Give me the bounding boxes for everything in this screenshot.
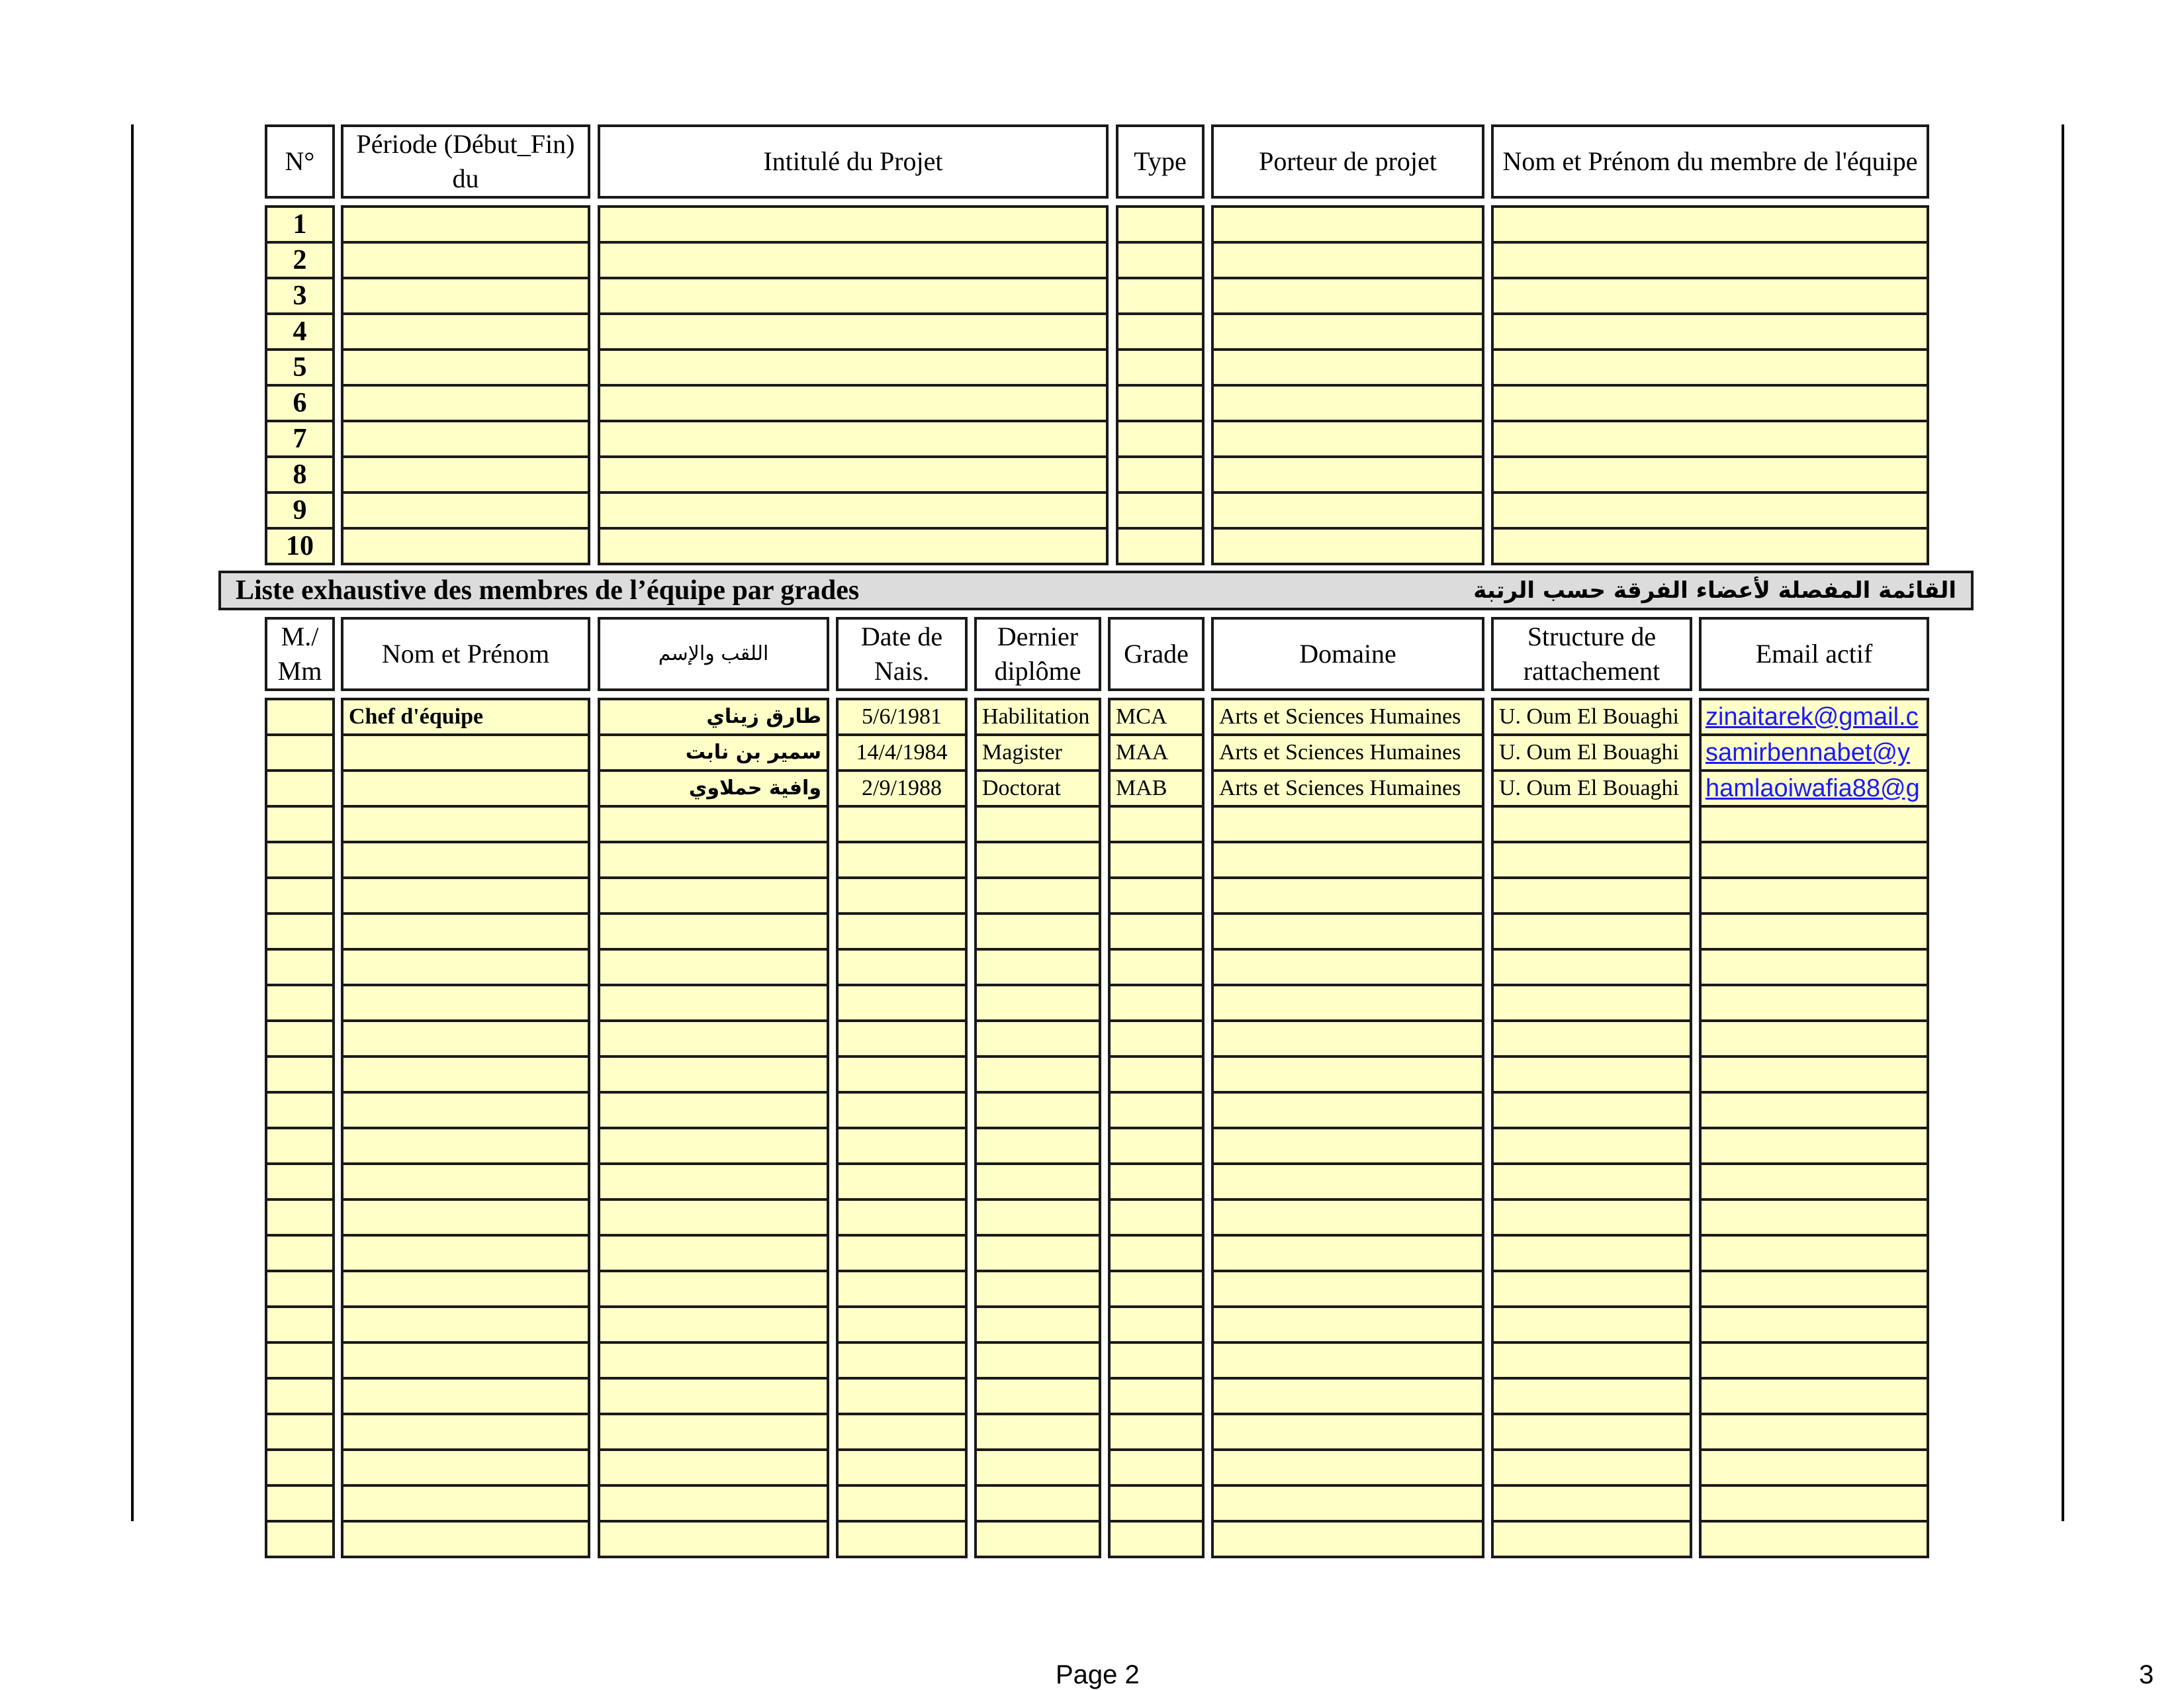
member-email-cell[interactable] <box>1699 912 1929 951</box>
member-email-cell[interactable] <box>1699 1198 1929 1237</box>
member-nom-cell[interactable] <box>341 1162 590 1201</box>
header-type: Type <box>1116 124 1205 199</box>
member-structure-cell[interactable]: U. Oum El Bouaghi <box>1491 769 1692 808</box>
member-grade-cell[interactable] <box>1108 805 1205 843</box>
member-date-cell[interactable] <box>836 1448 968 1487</box>
member-nom-cell[interactable] <box>341 948 590 986</box>
project-cell-intitule[interactable] <box>598 348 1109 387</box>
project-cell-periode[interactable] <box>341 384 590 422</box>
team-members-banner <box>218 571 1974 610</box>
project-cell-porteur[interactable] <box>1211 205 1484 244</box>
member-email-cell[interactable] <box>1699 1520 1929 1558</box>
member-email-cell[interactable] <box>1699 984 1929 1022</box>
member-email-cell[interactable] <box>1699 1484 1929 1523</box>
member-grade-cell[interactable] <box>1108 1484 1205 1523</box>
member-domaine-cell[interactable] <box>1211 1520 1484 1558</box>
project-cell-periode[interactable] <box>341 455 590 494</box>
member-nom-cell[interactable] <box>341 1305 590 1344</box>
member-nom-cell[interactable] <box>341 1413 590 1451</box>
member-civ-cell[interactable] <box>265 1162 335 1201</box>
member-structure-cell[interactable] <box>1491 948 1692 986</box>
project-cell-intitule[interactable] <box>598 312 1109 351</box>
row-number: 6 <box>265 384 335 422</box>
member-email-link[interactable]: zinaitarek@gmail.c <box>1699 698 1929 736</box>
header-grade: Grade <box>1108 617 1205 691</box>
row-number: 10 <box>265 527 335 565</box>
member-nom-cell[interactable] <box>341 1234 590 1272</box>
member-domaine-cell[interactable] <box>1211 1448 1484 1487</box>
header-porteur: Porteur de projet <box>1211 124 1484 199</box>
member-nom-cell[interactable] <box>341 1448 590 1487</box>
project-cell-periode[interactable] <box>341 420 590 458</box>
member-grade-cell[interactable] <box>1108 1019 1205 1058</box>
member-structure-cell[interactable] <box>1491 841 1692 879</box>
project-cell-porteur[interactable] <box>1211 455 1484 494</box>
member-nom_ar-cell[interactable] <box>598 1091 829 1129</box>
member-grade-cell[interactable] <box>1108 1377 1205 1415</box>
member-email-cell[interactable] <box>1699 1234 1929 1272</box>
member-diplome-cell[interactable]: Magister <box>974 733 1101 772</box>
member-date-cell[interactable] <box>836 948 968 986</box>
member-date-cell[interactable] <box>836 1019 968 1058</box>
header-nom_ar: اللقب والإسم <box>598 617 829 691</box>
banner-title-ar: القائمة المفصلة لأعضاء الفرقة حسب الرتبة <box>1473 577 1956 604</box>
header-diplome: Dernier diplôme <box>974 617 1101 691</box>
member-civ-cell[interactable] <box>265 841 335 879</box>
project-cell-porteur[interactable] <box>1211 348 1484 387</box>
member-email-cell[interactable] <box>1699 1448 1929 1487</box>
member-grade-cell[interactable] <box>1108 912 1205 951</box>
member-structure-cell[interactable] <box>1491 1377 1692 1415</box>
project-cell-membre[interactable] <box>1491 205 1929 244</box>
member-date-cell[interactable] <box>836 912 968 951</box>
member-grade-cell[interactable] <box>1108 1448 1205 1487</box>
member-domaine-cell[interactable] <box>1211 1377 1484 1415</box>
member-date-cell[interactable] <box>836 1234 968 1272</box>
project-cell-intitule[interactable] <box>598 420 1109 458</box>
project-cell-intitule[interactable] <box>598 277 1109 315</box>
member-nom-cell[interactable] <box>341 1055 590 1094</box>
member-date-cell[interactable] <box>836 1377 968 1415</box>
member-nom_ar-cell[interactable] <box>598 1413 829 1451</box>
member-email-cell[interactable] <box>1699 805 1929 843</box>
row-number: 4 <box>265 312 335 351</box>
member-date-cell[interactable] <box>836 1091 968 1129</box>
member-nom-cell[interactable] <box>341 841 590 879</box>
project-cell-porteur[interactable] <box>1211 241 1484 279</box>
header-civ: M./ Mm <box>265 617 335 691</box>
left-margin-line <box>131 124 134 1521</box>
member-domaine-cell[interactable] <box>1211 1484 1484 1523</box>
member-structure-cell[interactable] <box>1491 984 1692 1022</box>
member-grade-cell[interactable] <box>1108 1162 1205 1201</box>
member-civ-cell[interactable] <box>265 1341 335 1380</box>
project-cell-type[interactable] <box>1116 241 1205 279</box>
member-domaine-cell[interactable] <box>1211 1341 1484 1380</box>
member-diplome-cell[interactable]: Doctorat <box>974 769 1101 808</box>
member-structure-cell[interactable] <box>1491 1520 1692 1558</box>
header-structure: Structure de rattachement <box>1491 617 1692 691</box>
member-grade-cell[interactable] <box>1108 1198 1205 1237</box>
member-diplome-cell[interactable] <box>974 1198 1101 1237</box>
member-diplome-cell[interactable] <box>974 1305 1101 1344</box>
member-nom_ar-cell[interactable] <box>598 1448 829 1487</box>
member-diplome-cell[interactable] <box>974 948 1101 986</box>
member-civ-cell[interactable] <box>265 1198 335 1237</box>
row-number: 5 <box>265 348 335 387</box>
member-grade-cell[interactable] <box>1108 1127 1205 1165</box>
member-date-cell[interactable] <box>836 1198 968 1237</box>
project-cell-type[interactable] <box>1116 312 1205 351</box>
member-civ-cell[interactable] <box>265 805 335 843</box>
member-date-cell[interactable] <box>836 1341 968 1380</box>
member-structure-cell[interactable] <box>1491 1448 1692 1487</box>
member-email-cell[interactable] <box>1699 948 1929 986</box>
member-email-cell[interactable] <box>1699 1091 1929 1129</box>
project-cell-type[interactable] <box>1116 527 1205 565</box>
project-cell-intitule[interactable] <box>598 491 1109 530</box>
member-structure-cell[interactable] <box>1491 1127 1692 1165</box>
member-nom_ar-cell[interactable] <box>598 876 829 915</box>
member-date-cell[interactable] <box>836 1270 968 1308</box>
project-cell-porteur[interactable] <box>1211 491 1484 530</box>
member-nom-cell[interactable] <box>341 1520 590 1558</box>
member-grade-cell[interactable] <box>1108 1055 1205 1094</box>
member-domaine-cell[interactable] <box>1211 841 1484 879</box>
row-number: 2 <box>265 241 335 279</box>
member-civ-cell[interactable] <box>265 1091 335 1129</box>
project-cell-periode[interactable] <box>341 491 590 530</box>
member-nom-cell[interactable] <box>341 1484 590 1523</box>
member-diplome-cell[interactable] <box>974 1270 1101 1308</box>
page-label: Page 2 <box>1056 1660 1140 1689</box>
member-domaine-cell[interactable] <box>1211 984 1484 1022</box>
member-nom-cell[interactable] <box>341 805 590 843</box>
member-structure-cell[interactable] <box>1491 912 1692 951</box>
row-number: 8 <box>265 455 335 494</box>
project-cell-type[interactable] <box>1116 491 1205 530</box>
project-cell-membre[interactable] <box>1491 241 1929 279</box>
member-domaine-cell[interactable] <box>1211 805 1484 843</box>
member-structure-cell[interactable] <box>1491 1484 1692 1523</box>
row-number: 1 <box>265 205 335 244</box>
member-civ-cell[interactable] <box>265 1448 335 1487</box>
project-cell-membre[interactable] <box>1491 491 1929 530</box>
page-number: 3 <box>2139 1660 2154 1689</box>
member-structure-cell[interactable] <box>1491 1091 1692 1129</box>
project-cell-periode[interactable] <box>341 312 590 351</box>
member-civ-cell[interactable] <box>265 912 335 951</box>
member-domaine-cell[interactable] <box>1211 1019 1484 1058</box>
member-grade-cell[interactable]: MCA <box>1108 698 1205 736</box>
member-email-cell[interactable] <box>1699 1270 1929 1308</box>
project-cell-periode[interactable] <box>341 348 590 387</box>
member-civ-cell[interactable] <box>265 1019 335 1058</box>
header-intitule: Intitulé du Projet <box>598 124 1109 199</box>
project-cell-porteur[interactable] <box>1211 527 1484 565</box>
member-nom-cell[interactable] <box>341 1127 590 1165</box>
project-cell-periode[interactable] <box>341 241 590 279</box>
member-nom-cell[interactable] <box>341 1270 590 1308</box>
member-domaine-cell[interactable] <box>1211 1413 1484 1451</box>
member-civ-cell[interactable] <box>265 1305 335 1344</box>
member-domaine-cell[interactable]: Arts et Sciences Humaines <box>1211 733 1484 772</box>
project-cell-porteur[interactable] <box>1211 384 1484 422</box>
member-date-cell[interactable] <box>836 1055 968 1094</box>
project-cell-type[interactable] <box>1116 420 1205 458</box>
member-domaine-cell[interactable] <box>1211 1162 1484 1201</box>
member-nom_ar-cell[interactable] <box>598 805 829 843</box>
header-date: Date de Nais. <box>836 617 968 691</box>
member-civ-cell[interactable] <box>265 876 335 915</box>
member-grade-cell[interactable] <box>1108 1091 1205 1129</box>
member-domaine-cell[interactable] <box>1211 1127 1484 1165</box>
member-domaine-cell[interactable] <box>1211 948 1484 986</box>
member-domaine-cell[interactable] <box>1211 1055 1484 1094</box>
member-diplome-cell[interactable] <box>974 876 1101 915</box>
header-email: Email actif <box>1699 617 1929 691</box>
member-nom_ar-cell[interactable] <box>598 1341 829 1380</box>
member-email-link[interactable]: samirbennabet@y <box>1699 733 1929 772</box>
member-grade-cell[interactable] <box>1108 1270 1205 1308</box>
member-email-cell[interactable] <box>1699 1162 1929 1201</box>
header-periode: Période (Début_Fin) du <box>341 124 590 199</box>
member-email-cell[interactable] <box>1699 1341 1929 1380</box>
project-cell-type[interactable] <box>1116 205 1205 244</box>
member-grade-cell[interactable] <box>1108 1520 1205 1558</box>
member-structure-cell[interactable] <box>1491 1234 1692 1272</box>
member-grade-cell[interactable]: MAB <box>1108 769 1205 808</box>
member-nom_ar-cell[interactable] <box>598 912 829 951</box>
member-date-cell[interactable]: 14/4/1984 <box>836 733 968 772</box>
member-civ-cell[interactable] <box>265 984 335 1022</box>
project-cell-periode[interactable] <box>341 277 590 315</box>
member-date-cell[interactable] <box>836 876 968 915</box>
project-cell-intitule[interactable] <box>598 527 1109 565</box>
project-cell-intitule[interactable] <box>598 455 1109 494</box>
member-nom-cell[interactable] <box>341 1198 590 1237</box>
member-diplome-cell[interactable] <box>974 1448 1101 1487</box>
member-civ-cell[interactable] <box>265 1055 335 1094</box>
member-civ-cell[interactable] <box>265 1270 335 1308</box>
member-nom_ar-cell[interactable] <box>598 1162 829 1201</box>
member-date-cell[interactable] <box>836 1305 968 1344</box>
member-civ-cell[interactable] <box>265 1413 335 1451</box>
member-email-cell[interactable] <box>1699 876 1929 915</box>
member-diplome-cell[interactable] <box>974 1413 1101 1451</box>
project-cell-type[interactable] <box>1116 348 1205 387</box>
member-civ-cell[interactable] <box>265 1127 335 1165</box>
member-nom-cell[interactable] <box>341 1091 590 1129</box>
member-diplome-cell[interactable] <box>974 1055 1101 1094</box>
member-grade-cell[interactable] <box>1108 1341 1205 1380</box>
member-domaine-cell[interactable] <box>1211 1091 1484 1129</box>
member-diplome-cell[interactable] <box>974 1377 1101 1415</box>
member-civ-cell[interactable] <box>265 1377 335 1415</box>
project-cell-membre[interactable] <box>1491 312 1929 351</box>
member-structure-cell[interactable] <box>1491 1055 1692 1094</box>
member-domaine-cell[interactable] <box>1211 1198 1484 1237</box>
member-diplome-cell[interactable] <box>974 1341 1101 1380</box>
member-grade-cell[interactable]: MAA <box>1108 733 1205 772</box>
member-civ-cell[interactable] <box>265 1234 335 1272</box>
member-nom_ar-cell[interactable] <box>598 1484 829 1523</box>
member-civ-cell[interactable] <box>265 698 335 736</box>
member-diplome-cell[interactable] <box>974 1520 1101 1558</box>
member-diplome-cell[interactable] <box>974 1234 1101 1272</box>
member-nom_ar-cell[interactable]: سمير بن نابت <box>598 733 829 772</box>
member-date-cell[interactable] <box>836 984 968 1022</box>
member-structure-cell[interactable] <box>1491 805 1692 843</box>
member-nom_ar-cell[interactable] <box>598 1270 829 1308</box>
member-nom-cell[interactable] <box>341 876 590 915</box>
member-civ-cell[interactable] <box>265 733 335 772</box>
member-nom-cell[interactable] <box>341 1019 590 1058</box>
member-nom_ar-cell[interactable] <box>598 948 829 986</box>
member-date-cell[interactable] <box>836 1520 968 1558</box>
member-date-cell[interactable] <box>836 1484 968 1523</box>
member-email-cell[interactable] <box>1699 1377 1929 1415</box>
member-domaine-cell[interactable] <box>1211 912 1484 951</box>
project-cell-periode[interactable] <box>341 205 590 244</box>
project-cell-membre[interactable] <box>1491 527 1929 565</box>
member-nom_ar-cell[interactable] <box>598 984 829 1022</box>
project-cell-intitule[interactable] <box>598 241 1109 279</box>
project-cell-periode[interactable] <box>341 527 590 565</box>
member-grade-cell[interactable] <box>1108 948 1205 986</box>
member-nom_ar-cell[interactable] <box>598 841 829 879</box>
member-grade-cell[interactable] <box>1108 984 1205 1022</box>
member-diplome-cell[interactable] <box>974 1091 1101 1129</box>
member-domaine-cell[interactable] <box>1211 876 1484 915</box>
member-diplome-cell[interactable] <box>974 1484 1101 1523</box>
member-civ-cell[interactable] <box>265 1484 335 1523</box>
member-structure-cell[interactable] <box>1491 1198 1692 1237</box>
project-cell-intitule[interactable] <box>598 205 1109 244</box>
member-nom_ar-cell[interactable] <box>598 1234 829 1272</box>
header-nom: Nom et Prénom <box>341 617 590 691</box>
member-email-link[interactable]: hamlaoiwafia88@g <box>1699 769 1929 808</box>
member-nom_ar-cell[interactable] <box>598 1305 829 1344</box>
member-diplome-cell[interactable] <box>974 984 1101 1022</box>
member-email-cell[interactable] <box>1699 1019 1929 1058</box>
row-number: 9 <box>265 491 335 530</box>
member-grade-cell[interactable] <box>1108 1305 1205 1344</box>
member-nom_ar-cell[interactable] <box>598 1055 829 1094</box>
member-diplome-cell[interactable] <box>974 1162 1101 1201</box>
row-number: 7 <box>265 420 335 458</box>
project-cell-porteur[interactable] <box>1211 312 1484 351</box>
member-domaine-cell[interactable]: Arts et Sciences Humaines <box>1211 769 1484 808</box>
member-diplome-cell[interactable] <box>974 1019 1101 1058</box>
member-nom_ar-cell[interactable]: وافية حملاوي <box>598 769 829 808</box>
member-email-cell[interactable] <box>1699 1055 1929 1094</box>
banner-title-fr: Liste exhaustive des membres de l’équipe par grades <box>236 575 860 606</box>
project-cell-porteur[interactable] <box>1211 420 1484 458</box>
member-email-cell[interactable] <box>1699 1413 1929 1451</box>
member-date-cell[interactable] <box>836 805 968 843</box>
member-email-cell[interactable] <box>1699 1127 1929 1165</box>
member-nom_ar-cell[interactable] <box>598 1127 829 1165</box>
project-cell-type[interactable] <box>1116 455 1205 494</box>
member-domaine-cell[interactable] <box>1211 1305 1484 1344</box>
member-structure-cell[interactable] <box>1491 876 1692 915</box>
member-nom-cell[interactable] <box>341 1341 590 1380</box>
header-membre: Nom et Prénom du membre de l'équipe <box>1491 124 1929 199</box>
member-diplome-cell[interactable] <box>974 841 1101 879</box>
member-grade-cell[interactable] <box>1108 1234 1205 1272</box>
member-date-cell[interactable]: 5/6/1981 <box>836 698 968 736</box>
member-nom_ar-cell[interactable] <box>598 1520 829 1558</box>
member-nom-cell[interactable]: Chef d'équipe <box>341 698 590 736</box>
member-structure-cell[interactable] <box>1491 1162 1692 1201</box>
member-email-cell[interactable] <box>1699 1305 1929 1344</box>
member-diplome-cell[interactable]: Habilitation <box>974 698 1101 736</box>
member-diplome-cell[interactable] <box>974 805 1101 843</box>
member-nom_ar-cell[interactable] <box>598 1019 829 1058</box>
member-diplome-cell[interactable] <box>974 1127 1101 1165</box>
member-date-cell[interactable] <box>836 1127 968 1165</box>
member-nom-cell[interactable] <box>341 912 590 951</box>
project-cell-intitule[interactable] <box>598 384 1109 422</box>
project-cell-membre[interactable] <box>1491 455 1929 494</box>
member-nom-cell[interactable] <box>341 984 590 1022</box>
member-civ-cell[interactable] <box>265 948 335 986</box>
project-cell-membre[interactable] <box>1491 384 1929 422</box>
member-nom_ar-cell[interactable] <box>598 1377 829 1415</box>
member-nom-cell[interactable] <box>341 1377 590 1415</box>
row-number: 3 <box>265 277 335 315</box>
member-email-cell[interactable] <box>1699 841 1929 879</box>
member-date-cell[interactable] <box>836 1413 968 1451</box>
member-structure-cell[interactable] <box>1491 1305 1692 1344</box>
member-date-cell[interactable] <box>836 841 968 879</box>
member-civ-cell[interactable] <box>265 1520 335 1558</box>
member-nom_ar-cell[interactable]: طارق زيناي <box>598 698 829 736</box>
project-cell-porteur[interactable] <box>1211 277 1484 315</box>
project-cell-type[interactable] <box>1116 384 1205 422</box>
header-domaine: Domaine <box>1211 617 1484 691</box>
member-domaine-cell[interactable] <box>1211 1234 1484 1272</box>
member-diplome-cell[interactable] <box>974 912 1101 951</box>
member-structure-cell[interactable] <box>1491 1270 1692 1308</box>
member-nom_ar-cell[interactable] <box>598 1198 829 1237</box>
member-structure-cell[interactable] <box>1491 1019 1692 1058</box>
member-domaine-cell[interactable]: Arts et Sciences Humaines <box>1211 698 1484 736</box>
member-grade-cell[interactable] <box>1108 1413 1205 1451</box>
member-nom-cell[interactable] <box>341 769 590 808</box>
right-margin-line <box>2062 124 2064 1521</box>
project-cell-membre[interactable] <box>1491 348 1929 387</box>
header-no: N° <box>265 124 335 199</box>
member-structure-cell[interactable] <box>1491 1413 1692 1451</box>
member-domaine-cell[interactable] <box>1211 1270 1484 1308</box>
project-cell-membre[interactable] <box>1491 420 1929 458</box>
member-date-cell[interactable]: 2/9/1988 <box>836 769 968 808</box>
project-cell-membre[interactable] <box>1491 277 1929 315</box>
member-structure-cell[interactable]: U. Oum El Bouaghi <box>1491 698 1692 736</box>
member-grade-cell[interactable] <box>1108 876 1205 915</box>
member-structure-cell[interactable]: U. Oum El Bouaghi <box>1491 733 1692 772</box>
member-date-cell[interactable] <box>836 1162 968 1201</box>
member-structure-cell[interactable] <box>1491 1341 1692 1380</box>
member-grade-cell[interactable] <box>1108 841 1205 879</box>
project-cell-type[interactable] <box>1116 277 1205 315</box>
member-nom-cell[interactable] <box>341 733 590 772</box>
member-civ-cell[interactable] <box>265 769 335 808</box>
